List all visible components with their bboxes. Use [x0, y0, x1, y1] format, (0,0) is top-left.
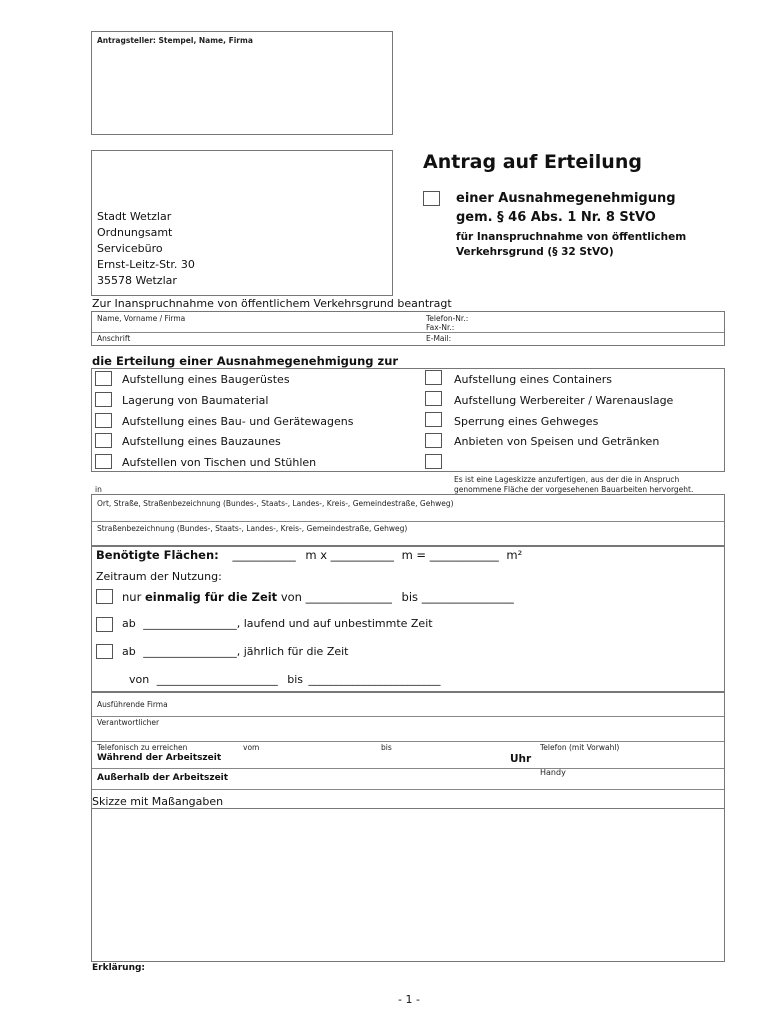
- once-to-blank[interactable]: ________________: [421, 590, 514, 604]
- reach-from-label: vom: [243, 743, 260, 752]
- yearly-bis-blank[interactable]: ________________________: [308, 673, 441, 686]
- ongoing-row: [122, 617, 433, 631]
- responsible-label: Verantwortlicher: [97, 718, 160, 727]
- subtitle-3: für Inanspruchnahme von öffentlichem: [456, 231, 687, 243]
- once-bold: einmalig für die Zeit: [144, 590, 278, 604]
- area-mx-text: m x: [305, 548, 328, 562]
- address-line-1: Stadt Wetzlar: [97, 210, 172, 223]
- area-total-blank[interactable]: ____________: [429, 548, 499, 562]
- applicant-stamp-box[interactable]: [91, 31, 393, 135]
- location-box[interactable]: [91, 494, 725, 546]
- checkbox-tische-stuehle[interactable]: [95, 454, 112, 469]
- checkbox-baugeruest[interactable]: [95, 371, 112, 386]
- purpose-werbereiter: Aufstellung Werbereiter / Warenauslage: [454, 394, 674, 407]
- address-line-3: Servicebüro: [97, 242, 163, 255]
- address-block: [97, 209, 195, 289]
- page-number: - 1 -: [398, 993, 420, 1006]
- purpose-baugeruest: Aufstellung eines Baugerüstes: [122, 373, 290, 386]
- checkbox-ongoing[interactable]: [96, 617, 113, 632]
- area-width-blank[interactable]: ___________: [330, 548, 394, 562]
- sketch-note-2: genommene Fläche der vorgesehenen Bauarbeiten hervorgeht.: [454, 485, 694, 494]
- applicant-info-box: [91, 311, 725, 346]
- address-line-5: 35578 Wetzlar: [97, 274, 177, 287]
- yearly-text: , jährlich für die Zeit: [236, 645, 349, 658]
- purpose-tische-stuehle: Aufstellen von Tischen und Stühlen: [122, 456, 317, 469]
- yearly-range-row: [129, 673, 441, 687]
- checkbox-speisen-getraenke[interactable]: [425, 433, 442, 448]
- ongoing-ab: ab: [122, 617, 136, 630]
- reach-to-label: bis: [381, 743, 392, 752]
- yearly-von-blank[interactable]: ______________________: [156, 673, 278, 686]
- company-divider-1: [92, 716, 724, 717]
- company-phone-label: Telefon (mit Vorwahl): [540, 743, 620, 752]
- subtitle-1: einer Ausnahmegenehmigung: [456, 191, 676, 206]
- checkbox-gehweg-sperrung[interactable]: [425, 412, 442, 427]
- ongoing-from-blank[interactable]: _________________: [143, 617, 237, 630]
- checkbox-once[interactable]: [96, 589, 113, 604]
- yearly-row: [122, 645, 349, 659]
- applicant-stamp-label: Antragsteller: Stempel, Name, Firma: [97, 36, 253, 45]
- purpose-gehweg-sperrung: Sperrung eines Gehweges: [454, 415, 599, 428]
- address-line-4: Ernst-Leitz-Str. 30: [97, 258, 195, 271]
- form-title: Antrag auf Erteilung: [423, 151, 642, 173]
- firm-label: Ausführende Firma: [97, 700, 168, 709]
- purpose-bauwagen: Aufstellung eines Bau- und Gerätewagens: [122, 415, 354, 428]
- checkbox-other[interactable]: [425, 454, 442, 469]
- yearly-von: von: [129, 673, 150, 686]
- declaration-label: Erklärung:: [92, 963, 146, 973]
- company-divider-3: [92, 768, 724, 769]
- place-label: Ort, Straße, Straßenbezeichnung (Bundes-, Staats-, Landes-, Kreis-, Gemeindestraße, Gehweg): [97, 499, 454, 508]
- checkbox-bauwagen[interactable]: [95, 413, 112, 428]
- checkbox-baumaterial[interactable]: [95, 392, 112, 407]
- uhr-label: Uhr: [510, 753, 532, 765]
- ausnahmegenehmigung-checkbox[interactable]: [423, 191, 440, 206]
- yearly-bis: bis: [287, 673, 303, 686]
- subtitle-4: Verkehrsgrund (§ 32 StVO): [456, 246, 614, 258]
- during-worktime-label: Während der Arbeitszeit: [97, 753, 222, 763]
- address-label: Anschrift: [97, 334, 131, 343]
- address-line-2: Ordnungsamt: [97, 226, 173, 239]
- yearly-from-blank[interactable]: _________________: [143, 645, 237, 658]
- applicant-info-divider: [92, 332, 724, 333]
- yearly-ab: ab: [122, 645, 136, 658]
- checkbox-container[interactable]: [425, 370, 442, 385]
- company-divider-4: [92, 789, 724, 790]
- purpose-speisen-getraenke: Anbieten von Speisen und Getränken: [454, 435, 660, 448]
- once-from-blank[interactable]: _______________: [305, 590, 392, 604]
- area-label: Benötigte Flächen:: [96, 548, 219, 562]
- checkbox-bauzaun[interactable]: [95, 433, 112, 448]
- applicant-section-title: Zur Inanspruchnahme von öffentlichem Verkehrsgrund beantragt: [92, 297, 452, 310]
- sketch-area[interactable]: [91, 808, 725, 962]
- once-bis: bis: [401, 590, 419, 604]
- purpose-baumaterial: Lagerung von Baumaterial: [122, 394, 269, 407]
- email-label: E-Mail:: [426, 334, 452, 343]
- checkbox-werbereiter[interactable]: [425, 391, 442, 406]
- phone-label: Telefon-Nr.:: [426, 314, 469, 323]
- area-length-blank[interactable]: ___________: [232, 548, 296, 562]
- checkbox-yearly[interactable]: [96, 644, 113, 659]
- fax-label: Fax-Nr.:: [426, 323, 455, 332]
- subtitle-2: gem. § 46 Abs. 1 Nr. 8 StVO: [456, 210, 656, 225]
- ongoing-text: , laufend und auf unbestimmte Zeit: [236, 617, 433, 630]
- area-unit: m²: [506, 548, 523, 562]
- street-label: Straßenbezeichnung (Bundes-, Staats-, Landes-, Kreis-, Gemeindestraße, Gehweg): [97, 524, 408, 533]
- sketch-note-1: Es ist eine Lageskizze anzufertigen, aus der die in Anspruch: [454, 475, 680, 484]
- recipient-address-box: [91, 150, 393, 296]
- purpose-bauzaun: Aufstellung eines Bauzaunes: [122, 435, 281, 448]
- period-label: Zeitraum der Nutzung:: [96, 570, 222, 583]
- reach-label: Telefonisch zu erreichen: [97, 743, 188, 752]
- location-divider: [92, 521, 724, 522]
- company-divider-2: [92, 741, 724, 742]
- handy-label: Handy: [540, 768, 566, 777]
- outside-worktime-label: Außerhalb der Arbeitszeit: [97, 773, 229, 783]
- once-von: von: [280, 590, 302, 604]
- area-meq-text: m =: [401, 548, 427, 562]
- once-pre: nur: [122, 590, 142, 604]
- name-label: Name, Vorname / Firma: [97, 314, 186, 323]
- purpose-container: Aufstellung eines Containers: [454, 373, 612, 386]
- sketch-title: Skizze mit Maßangaben: [92, 795, 224, 808]
- area-row: [96, 548, 522, 562]
- once-row: [122, 590, 514, 604]
- purposes-title: die Erteilung einer Ausnahmegenehmigung zur: [92, 354, 399, 368]
- in-label: in: [95, 485, 102, 494]
